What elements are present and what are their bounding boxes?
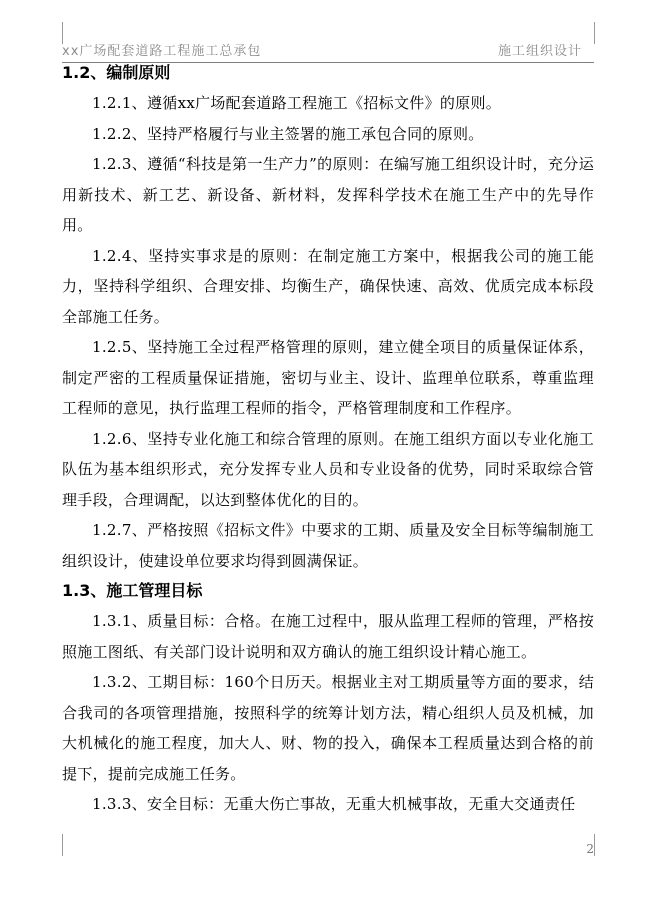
paragraph: 1.3.3、安全目标：无重大伤亡事故，无重大机械事故，无重大交通责任 bbox=[92, 795, 576, 813]
header-document-type: 施工组织设计 bbox=[497, 44, 582, 59]
paragraph: 1.2.2、坚持严格履行与业主签署的施工承包合同的原则。 bbox=[92, 124, 484, 143]
page-body bbox=[62, 58, 594, 820]
paragraph: 1.2.3、遵循“科技是第一生产力”的原则：在编写施工组织设计时，充分运用新技术、新工艺、新设备、新材料，发挥科学技术在施工生产中的先导作用。 bbox=[62, 155, 594, 234]
paragraph: 1.3.2、工期目标：160个日历天。根据业主对工期质量等方面的要求，结合我司的各项管理措施，按照科学的统筹计划方法，精心组织人员及机械，加大机械化的施工程度，加大人、财、物的投入，确保本工程质量达到合格的前提下，提前完成施工任务。 bbox=[62, 673, 594, 783]
section-heading: 1.2、编制原则 bbox=[62, 63, 171, 82]
paragraph: 1.2.4、坚持实事求是的原则：在制定施工方案中，根据我公司的施工能力，坚持科学组织、合理安排、均衡生产，确保快速、高效、优质完成本标段全部施工任务。 bbox=[62, 246, 594, 326]
crop-mark-bottom-left bbox=[40, 834, 63, 856]
crop-mark-top-left bbox=[40, 22, 63, 44]
crop-mark-bottom-right bbox=[594, 834, 617, 856]
paragraph: 1.2.1、遵循xx广场配套道路工程施工《招标文件》的原则。 bbox=[92, 94, 502, 112]
paragraph: 1.2.7、严格按照《招标文件》中要求的工期、质量及安全目标等编制施工组织设计，使建设单位要求均得到圆满保证。 bbox=[62, 521, 594, 570]
paragraph: 1.2.5、坚持施工全过程严格管理的原则，建立健全项目的质量保证体系，制定严密的工程质量保证措施，密切与业主、设计、监理单位联系，尊重监理工程师的意见，执行监理工程师的指令，严格管理制度和工作程序。 bbox=[62, 338, 594, 417]
section-heading: 1.3、施工管理目标 bbox=[62, 581, 203, 600]
crop-mark-top-right bbox=[594, 22, 617, 44]
paragraph: 1.2.6、坚持专业化施工和综合管理的原则。在施工组织方面以专业化施工队伍为基本组织形式，充分发挥专业人员和专业设备的优势，同时采取综合管理手段，合理调配，以达到整体优化的目的。 bbox=[62, 429, 594, 509]
header-project-title: xx广场配套道路工程施工总承包 bbox=[62, 44, 262, 59]
page-number: 2 bbox=[586, 842, 594, 856]
paragraph: 1.3.1、质量目标：合格。在施工过程中，服从监理工程师的管理，严格按照施工图纸、有关部门设计说明和双方确认的施工组织设计精心施工。 bbox=[62, 612, 594, 661]
